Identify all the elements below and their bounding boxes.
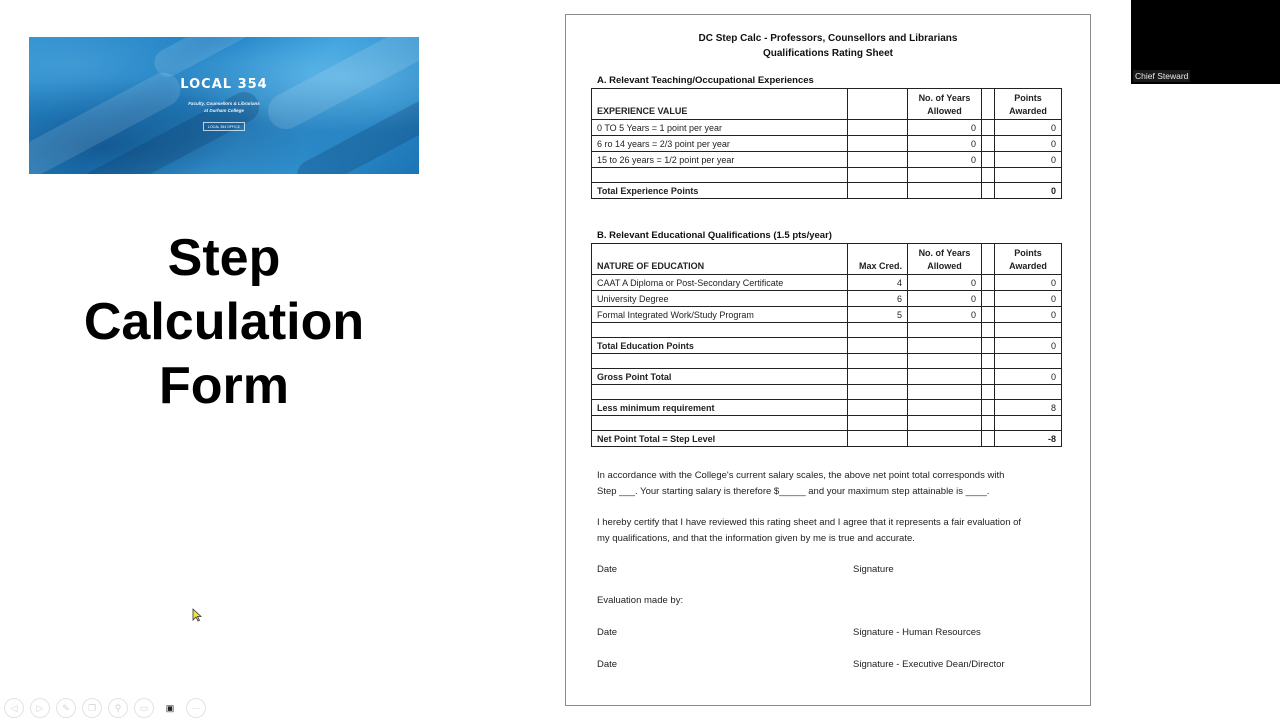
banner-decoration bbox=[149, 37, 268, 82]
blank-row bbox=[592, 354, 1062, 369]
points-cell: 0 bbox=[995, 120, 1062, 136]
document-title-line: DC Step Calc - Professors, Counsellors and Librarians bbox=[698, 33, 958, 44]
column-spacer bbox=[982, 275, 995, 291]
column-header bbox=[848, 89, 908, 120]
previous-icon[interactable]: ◁ bbox=[4, 698, 24, 718]
row-label: Total Education Points bbox=[592, 338, 848, 354]
education-table bbox=[591, 243, 1062, 447]
years-cell: 0 bbox=[908, 152, 982, 168]
cell bbox=[908, 416, 982, 431]
date-label: Date bbox=[597, 627, 618, 638]
blank-row bbox=[592, 323, 1062, 338]
cell bbox=[908, 354, 982, 369]
column-spacer bbox=[982, 354, 995, 369]
column-spacer bbox=[982, 369, 995, 385]
total-education-row bbox=[592, 338, 1062, 354]
years-cell: 0 bbox=[908, 136, 982, 152]
net-point-row bbox=[592, 431, 1062, 447]
subtitles-icon[interactable]: ▭ bbox=[134, 698, 154, 718]
row-label: 0 TO 5 Years = 1 point per year bbox=[592, 120, 848, 136]
cell bbox=[848, 385, 908, 400]
blank-row bbox=[592, 416, 1062, 431]
cell bbox=[592, 323, 848, 338]
table-row bbox=[592, 291, 1062, 307]
less-minimum-row bbox=[592, 400, 1062, 416]
row-label: Net Point Total = Step Level bbox=[592, 431, 848, 447]
date-label: Date bbox=[597, 564, 618, 575]
paragraph-line: my qualifications, and that the information given by me is true and accurate. bbox=[597, 533, 915, 544]
column-spacer bbox=[982, 183, 995, 199]
total-experience-row bbox=[592, 183, 1062, 199]
table-row bbox=[592, 275, 1062, 291]
cell bbox=[848, 431, 908, 447]
row-label: Less minimum requirement bbox=[592, 400, 848, 416]
gross-point-value: 0 bbox=[995, 369, 1062, 385]
table-row bbox=[592, 136, 1062, 152]
column-spacer bbox=[982, 338, 995, 354]
paragraph-line: In accordance with the College's current salary scales, the above net point total corresponds with bbox=[597, 470, 1005, 481]
table-row bbox=[592, 307, 1062, 323]
column-header: EXPERIENCE VALUE bbox=[592, 89, 848, 120]
cell bbox=[908, 183, 982, 199]
net-point-value: -8 bbox=[995, 431, 1062, 447]
column-spacer bbox=[982, 89, 995, 120]
experience-table bbox=[591, 88, 1062, 199]
points-cell: 0 bbox=[995, 136, 1062, 152]
slide-title-line: Calculation bbox=[83, 293, 365, 351]
years-cell: 0 bbox=[908, 307, 982, 323]
cell bbox=[592, 168, 848, 183]
cell bbox=[592, 354, 848, 369]
cell bbox=[592, 416, 848, 431]
cell bbox=[908, 168, 982, 183]
paragraph-line: I hereby certify that I have reviewed this rating sheet and I agree that it represents a fair evaluation of bbox=[597, 517, 1022, 528]
camera-icon[interactable]: ▣ bbox=[160, 698, 180, 718]
cell bbox=[848, 136, 908, 152]
years-cell: 0 bbox=[908, 275, 982, 291]
more-icon[interactable]: ⋯ bbox=[186, 698, 206, 718]
column-spacer bbox=[982, 400, 995, 416]
cell bbox=[848, 152, 908, 168]
column-header: NATURE OF EDUCATION bbox=[592, 244, 848, 275]
local-354-banner bbox=[29, 37, 419, 174]
slide-title-line: Form bbox=[159, 357, 289, 415]
cell bbox=[908, 400, 982, 416]
cell bbox=[848, 416, 908, 431]
years-cell: 0 bbox=[908, 291, 982, 307]
column-spacer bbox=[982, 291, 995, 307]
cell bbox=[908, 431, 982, 447]
cell bbox=[848, 338, 908, 354]
cell bbox=[995, 416, 1062, 431]
table-header-row bbox=[592, 89, 1062, 120]
pen-icon[interactable]: ✎ bbox=[56, 698, 76, 718]
cell bbox=[592, 385, 848, 400]
signature-dean-label: Signature - Executive Dean/Director bbox=[853, 659, 1005, 670]
row-label: Formal Integrated Work/Study Program bbox=[592, 307, 848, 323]
cell bbox=[995, 168, 1062, 183]
row-label: 6 ro 14 years = 2/3 point per year bbox=[592, 136, 848, 152]
evaluation-made-by-label: Evaluation made by: bbox=[597, 595, 684, 606]
signature-hr-label: Signature - Human Resources bbox=[853, 627, 981, 638]
column-spacer bbox=[982, 307, 995, 323]
points-cell: 0 bbox=[995, 291, 1062, 307]
column-spacer bbox=[982, 136, 995, 152]
slide-title-line: Step bbox=[167, 229, 281, 287]
cell bbox=[908, 385, 982, 400]
banner-title: LOCAL 354 bbox=[180, 77, 268, 92]
column-spacer bbox=[982, 168, 995, 183]
column-header: Points Awarded bbox=[995, 244, 1062, 275]
cell bbox=[848, 183, 908, 199]
column-spacer bbox=[982, 385, 995, 400]
max-cred-cell: 6 bbox=[848, 291, 908, 307]
paragraph-line: Step ___. Your starting salary is therefore $_____ and your maximum step attainable is ____. bbox=[597, 486, 990, 497]
signature-label: Signature bbox=[853, 564, 894, 575]
row-label: University Degree bbox=[592, 291, 848, 307]
row-label: Gross Point Total bbox=[592, 369, 848, 385]
zoom-icon[interactable]: ⚲ bbox=[108, 698, 128, 718]
points-cell: 0 bbox=[995, 307, 1062, 323]
section-a-heading: A. Relevant Teaching/Occupational Experiences bbox=[597, 75, 814, 86]
cell bbox=[995, 323, 1062, 338]
banner-subtitle-line: at Durham College bbox=[204, 108, 244, 113]
blank-row bbox=[592, 168, 1062, 183]
column-header: No. of Years Allowed bbox=[908, 89, 982, 120]
column-header: No. of Years Allowed bbox=[908, 244, 982, 275]
gross-point-row bbox=[592, 369, 1062, 385]
salary-paragraph bbox=[597, 468, 1057, 500]
certification-paragraph bbox=[597, 515, 1057, 547]
participant-video-tile[interactable] bbox=[1131, 0, 1280, 84]
total-education-value: 0 bbox=[995, 338, 1062, 354]
column-spacer bbox=[982, 120, 995, 136]
mouse-cursor-icon bbox=[192, 608, 202, 622]
column-header: Points Awarded bbox=[995, 89, 1062, 120]
column-spacer bbox=[982, 152, 995, 168]
next-icon[interactable]: ▷ bbox=[30, 698, 50, 718]
cell bbox=[848, 400, 908, 416]
cell bbox=[848, 120, 908, 136]
document-title bbox=[566, 31, 1090, 61]
total-experience-value: 0 bbox=[995, 183, 1062, 199]
row-label: Total Experience Points bbox=[592, 183, 848, 199]
row-label: CAAT A Diploma or Post-Secondary Certificate bbox=[592, 275, 848, 291]
column-header: Max Cred. bbox=[848, 244, 908, 275]
column-spacer bbox=[982, 323, 995, 338]
banner-subtitle bbox=[29, 100, 419, 114]
less-minimum-value: 8 bbox=[995, 400, 1062, 416]
section-b-heading: B. Relevant Educational Qualifications (1.5 pts/year) bbox=[597, 230, 832, 241]
max-cred-cell: 5 bbox=[848, 307, 908, 323]
document-subtitle: Qualifications Rating Sheet bbox=[762, 48, 894, 59]
banner-office-button: LOCAL 354 OFFICE bbox=[203, 122, 245, 131]
cell bbox=[995, 385, 1062, 400]
cell bbox=[908, 338, 982, 354]
years-cell: 0 bbox=[908, 120, 982, 136]
column-spacer bbox=[982, 416, 995, 431]
table-header-row bbox=[592, 244, 1062, 275]
max-cred-cell: 4 bbox=[848, 275, 908, 291]
cell bbox=[848, 323, 908, 338]
rating-sheet-page bbox=[565, 14, 1091, 706]
cell bbox=[848, 354, 908, 369]
cell bbox=[848, 168, 908, 183]
date-label: Date bbox=[597, 659, 618, 670]
column-spacer bbox=[982, 431, 995, 447]
participant-name: Chief Steward bbox=[1135, 71, 1189, 81]
cell bbox=[995, 354, 1062, 369]
column-spacer bbox=[982, 244, 995, 275]
cell bbox=[908, 369, 982, 385]
cell bbox=[908, 323, 982, 338]
cell bbox=[848, 369, 908, 385]
banner-subtitle-line: Faculty, Counsellors & Librarians bbox=[188, 101, 260, 106]
slide-title bbox=[29, 226, 419, 418]
points-cell: 0 bbox=[995, 152, 1062, 168]
points-cell: 0 bbox=[995, 275, 1062, 291]
presentation-toolbar bbox=[4, 698, 206, 718]
table-row bbox=[592, 152, 1062, 168]
row-label: 15 to 26 years = 1/2 point per year bbox=[592, 152, 848, 168]
slides-icon[interactable]: ❐ bbox=[82, 698, 102, 718]
table-row bbox=[592, 120, 1062, 136]
blank-row bbox=[592, 385, 1062, 400]
